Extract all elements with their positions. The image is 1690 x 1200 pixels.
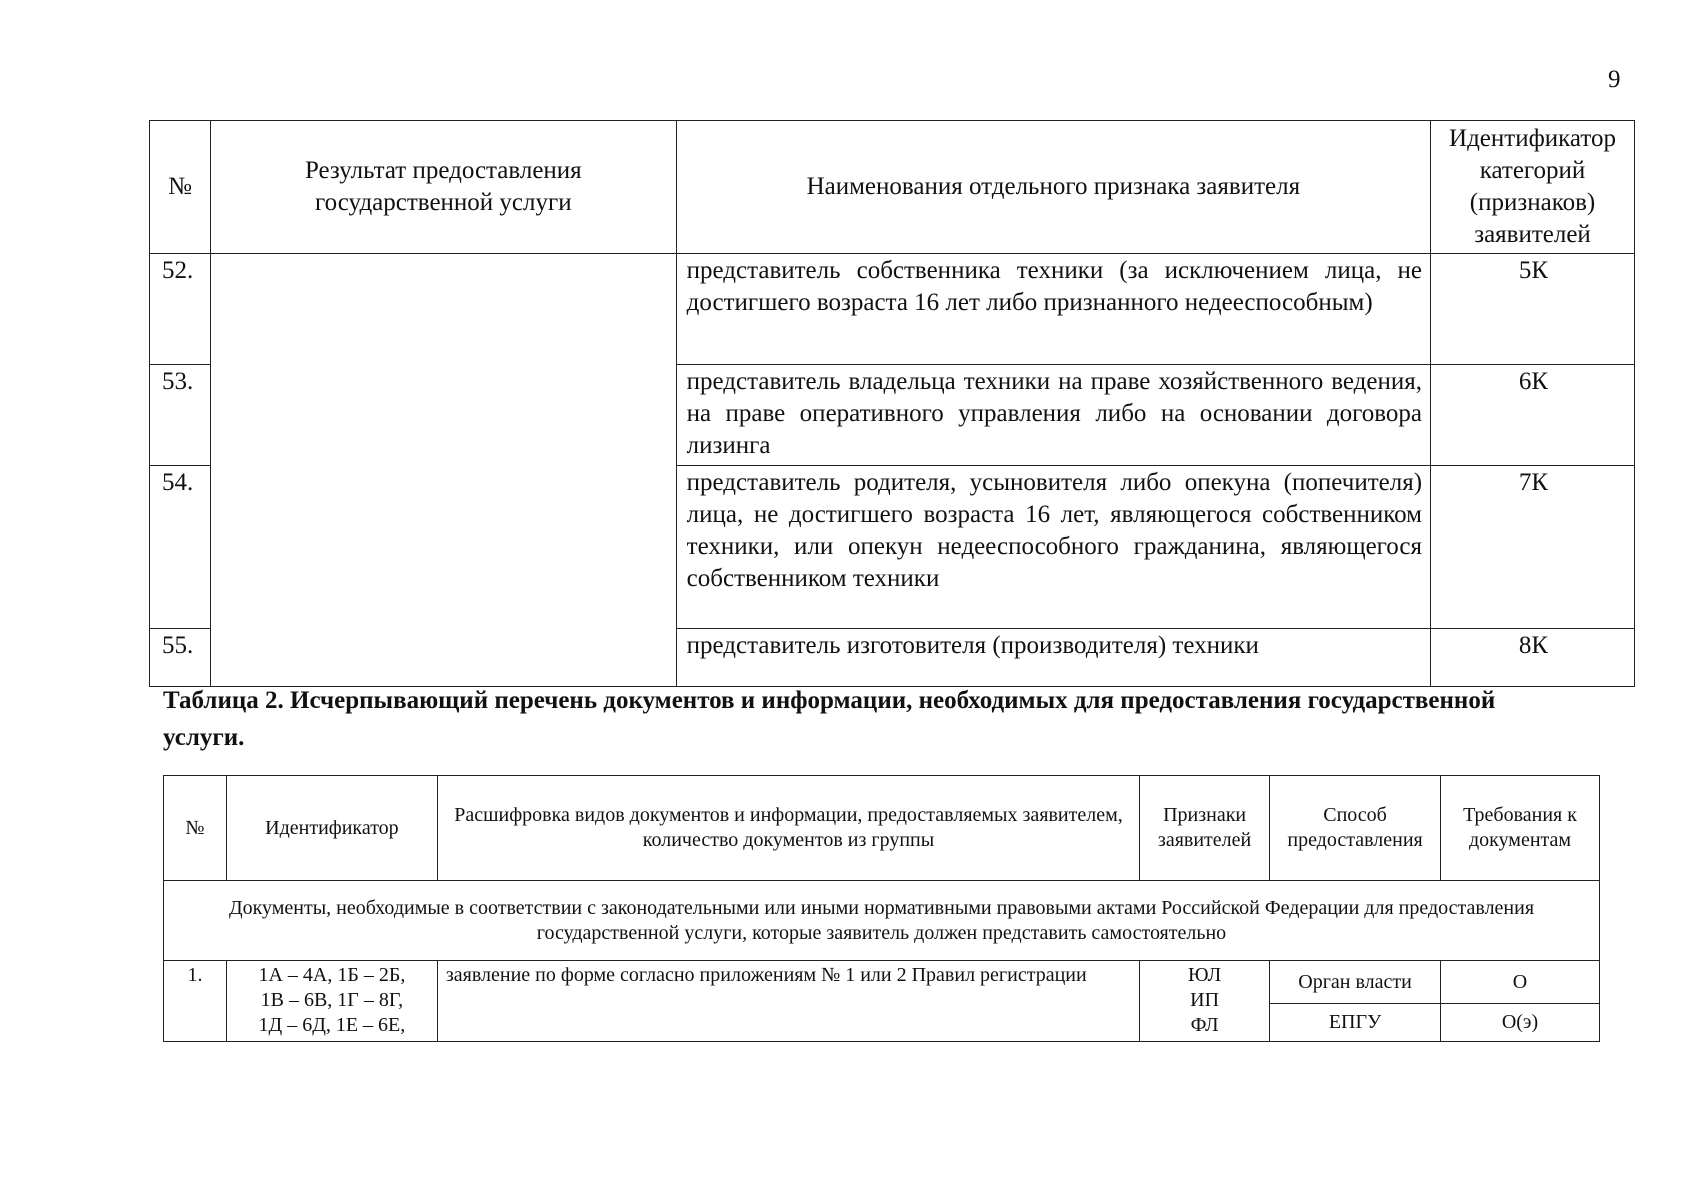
documents-table — [163, 775, 1600, 1042]
table2-header-num: № — [164, 776, 227, 881]
table1-row-id: 5К — [1431, 254, 1635, 365]
table1-row-text: представитель владельца техники на праве хозяйственного ведения, на праве оперативного управления либо на основании договора лизинга — [676, 365, 1430, 466]
table2-row-identifier — [226, 961, 437, 1042]
table2-row-requirements: О(э) — [1441, 1004, 1600, 1042]
table2-header-signs: Признаки заявителей — [1140, 776, 1270, 881]
table2-header-requirements: Требования к документам — [1441, 776, 1600, 881]
table1-row-id: 6К — [1431, 365, 1635, 466]
table2-row-method: Орган власти — [1270, 961, 1441, 1004]
table1-row-id: 8К — [1431, 629, 1635, 687]
table2-header-row — [164, 776, 1600, 881]
table2-header-method: Способ предоставления — [1270, 776, 1441, 881]
table1-row — [150, 254, 1635, 365]
table2-row-description: заявление по форме согласно приложениям № 1 или 2 Правил регистрации — [437, 961, 1139, 1042]
table2-header-identifier: Идентификатор — [226, 776, 437, 881]
sign-line: ИП — [1190, 989, 1220, 1011]
table1-row-text: представитель изготовителя (производителя) техники — [676, 629, 1430, 687]
table1-row-text: представитель родителя, усыновителя либо опекуна (попечителя) лица, не достигшего возраста 16 лет, являющегося собственником техники, или опекун недееспособного гражданина, являющегося собственником техники — [676, 466, 1430, 629]
table2-section-heading: Документы, необходимые в соответствии с законодательными или иными нормативными правовыми актами Российской Федерации для предоставления государственной услуги, которые заявитель должен представить самостоятельно — [164, 881, 1600, 961]
sign-line: ФЛ — [1190, 1014, 1219, 1036]
table1-row-num: 55. — [150, 629, 211, 687]
identifier-line: 1В – 6В, 1Г – 8Г, — [260, 989, 404, 1011]
table1-row-text: представитель собственника техники (за исключением лица, не достигшего возраста 16 лет либо признанного недееспособным) — [676, 254, 1430, 365]
table2-title: Таблица 2. Исчерпывающий перечень документов и информации, необходимых для предоставления государственной услуги. — [163, 687, 1496, 751]
table2-header-description: Расшифровка видов документов и информации, предоставляемых заявителем, количество документов из группы — [437, 776, 1139, 881]
table1-header-identifier: Идентификатор категорий (признаков) заявителей — [1431, 121, 1635, 254]
table2-row-signs — [1140, 961, 1270, 1042]
sign-line: ЮЛ — [1188, 964, 1222, 986]
table2-row-method: ЕПГУ — [1270, 1004, 1441, 1042]
table1-row-num: 52. — [150, 254, 211, 365]
table1-row-num: 53. — [150, 365, 211, 466]
identifier-line: 1Д – 6Д, 1Е – 6Е, — [258, 1014, 406, 1036]
table1-row-num: 54. — [150, 466, 211, 629]
table1-result-cell — [210, 254, 676, 687]
table2-section-row — [164, 881, 1600, 961]
table-row — [164, 961, 1600, 1004]
identifier-line: 1А – 4А, 1Б – 2Б, — [258, 964, 406, 986]
table1-row-id: 7К — [1431, 466, 1635, 629]
page-number: 9 — [1608, 66, 1621, 93]
table2-row-requirements: О — [1441, 961, 1600, 1004]
table1-header-name: Наименования отдельного признака заявителя — [676, 121, 1430, 254]
table1-header-num: № — [150, 121, 211, 254]
table2-row-num: 1. — [164, 961, 227, 1042]
table1-header-row — [150, 121, 1635, 254]
table1-header-result: Результат предоставления государственной услуги — [210, 121, 676, 254]
applicant-categories-table — [149, 120, 1635, 687]
